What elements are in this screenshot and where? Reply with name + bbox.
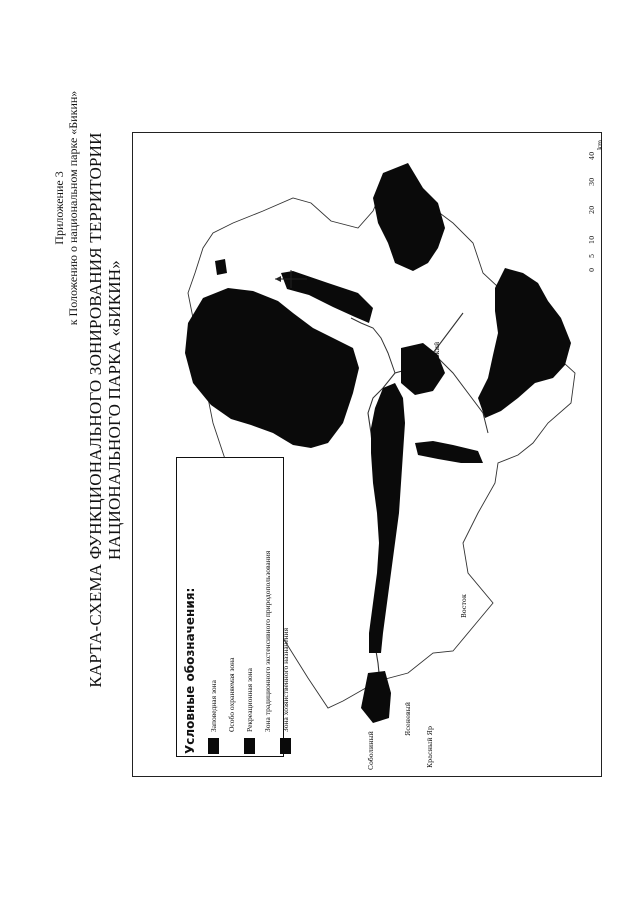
appendix-line-2: к Положению о национальном парке «Бикин» — [66, 90, 80, 326]
zone-economic-south — [361, 671, 391, 723]
place-village-ne: ский — [433, 341, 441, 358]
scale-label-40: 40 — [588, 151, 596, 160]
legend-swatch — [262, 738, 273, 754]
legend-label: Зона хозяйственного назначения — [280, 627, 290, 732]
legend-label: Рекреационная зона — [244, 667, 254, 732]
map-title — [86, 80, 124, 740]
legend-label: Заповедная зона — [208, 680, 218, 732]
zone-recreation-branch — [415, 441, 483, 463]
place-krasnyy-yar: Красный Яр — [426, 725, 434, 768]
title-line-1: КАРТА-СХЕМА ФУНКЦИОНАЛЬНОГО ЗОНИРОВАНИЯ ТЕРРИТОРИИ — [86, 132, 105, 688]
legend-item — [259, 464, 275, 754]
legend-swatch — [244, 738, 255, 754]
map-legend — [176, 457, 290, 757]
scale-label-5: 5 — [588, 253, 596, 258]
scale-label-30: 30 — [588, 177, 596, 186]
place-sobolinyy: Соболиный — [367, 730, 375, 770]
scale-label-20: 20 — [588, 205, 596, 214]
legend-content — [181, 464, 295, 754]
scale-label-0: 0 — [588, 267, 596, 272]
legend-label: Зона традиционного экстенсивного природопользования — [262, 550, 272, 732]
legend-swatch — [208, 738, 219, 754]
place-yasenevyy: Ясеневый — [404, 701, 412, 736]
appendix-line-1: Приложение 3 — [52, 171, 66, 245]
compass-icon — [273, 268, 309, 290]
zone-small-patch — [215, 259, 227, 275]
legend-swatch — [226, 738, 237, 754]
legend-label: Особо охраняемая зона — [226, 657, 236, 732]
appendix-header — [52, 58, 80, 358]
legend-item — [277, 464, 293, 754]
scale-unit: km — [596, 139, 604, 150]
place-vostok: Восток — [460, 594, 468, 618]
scale-label-10: 10 — [588, 235, 596, 244]
title-line-2: НАЦИОНАЛЬНОГО ПАРКА «БИКИН» — [105, 260, 124, 560]
legend-item — [223, 464, 239, 754]
legend-swatch — [280, 738, 291, 754]
zone-recreation-main — [369, 383, 405, 653]
legend-title: Условные обозначения: — [183, 587, 197, 754]
zone-reserve-mid-right — [478, 268, 571, 418]
zone-reserve-top-right — [373, 163, 445, 271]
legend-item — [241, 464, 257, 754]
legend-item — [205, 464, 221, 754]
zone-reserve-top-left — [185, 288, 359, 448]
